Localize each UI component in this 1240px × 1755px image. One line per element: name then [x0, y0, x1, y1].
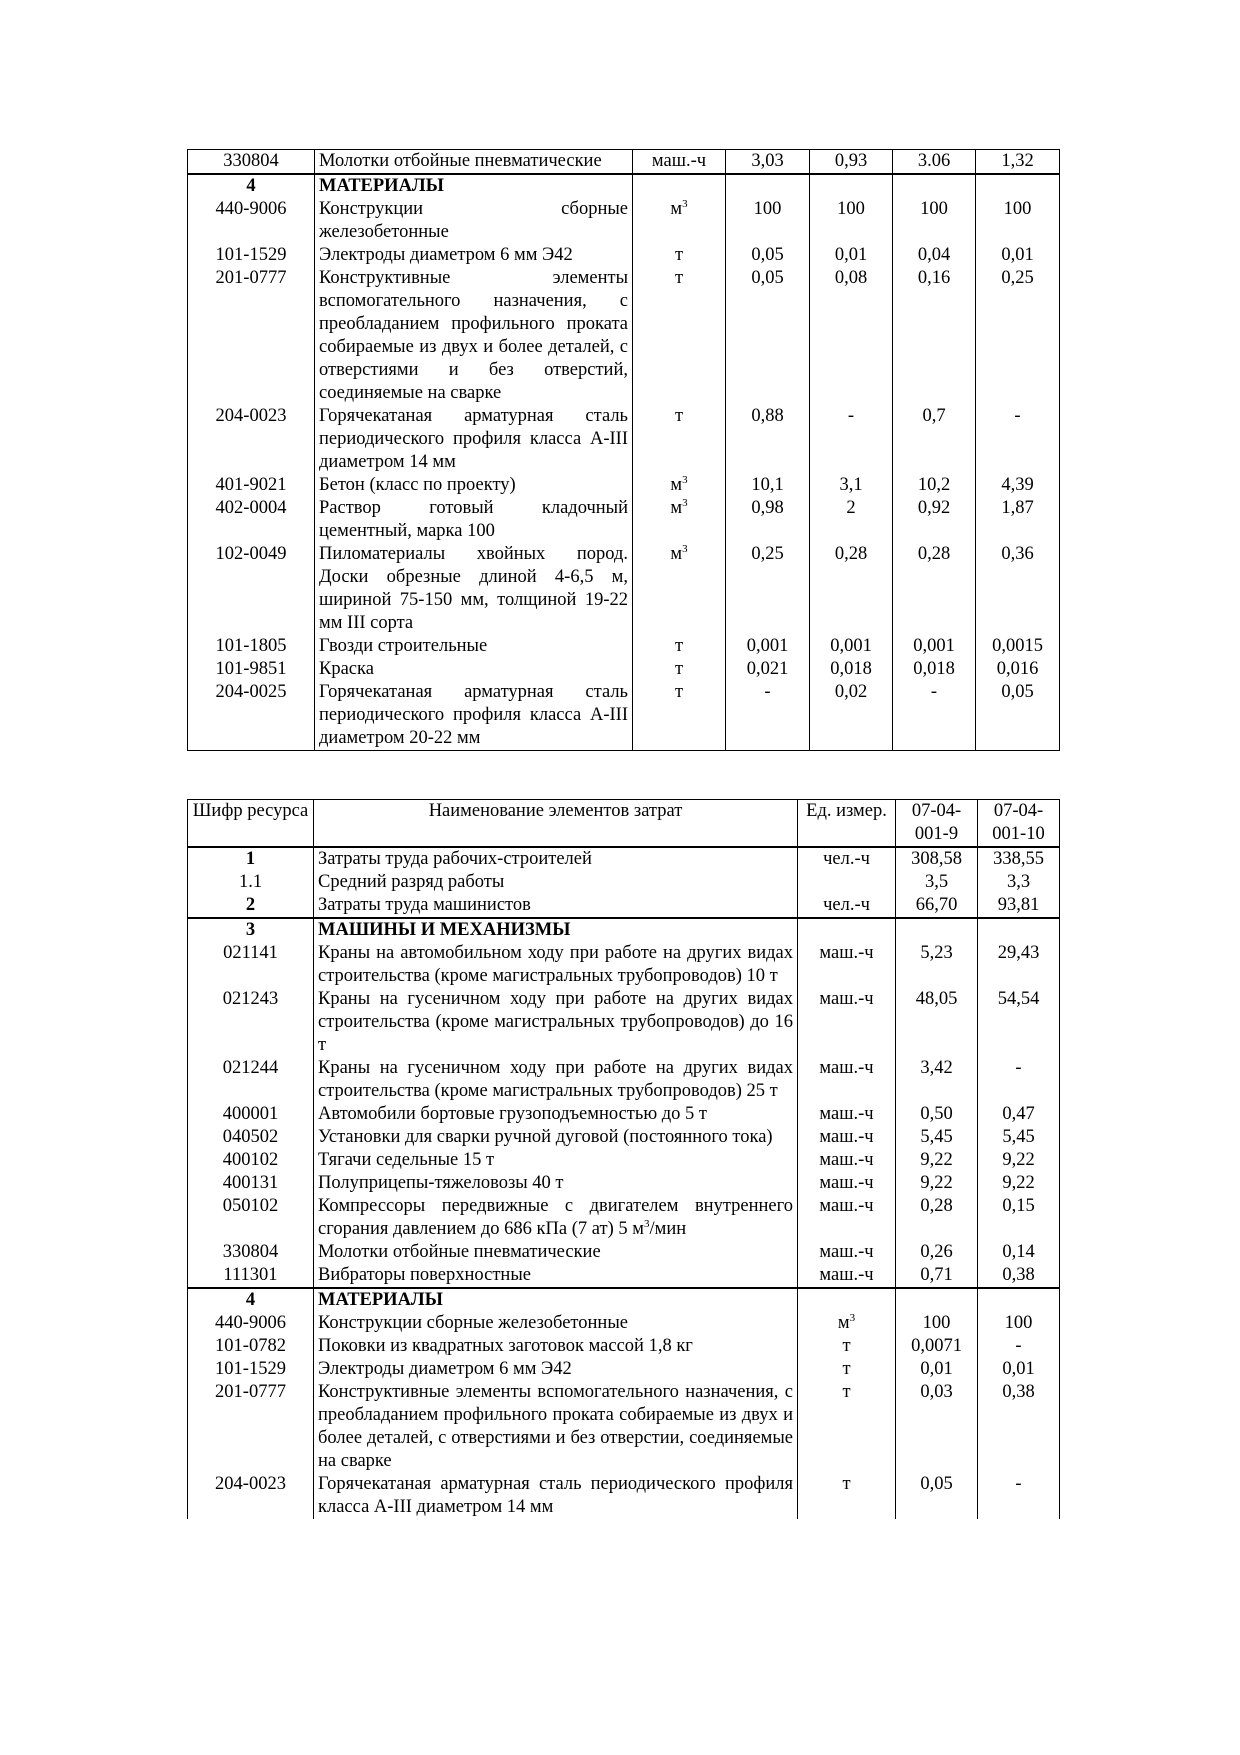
value-1: 0,50 — [896, 1103, 978, 1126]
resource-name: Поковки из квадратных заготовок массой 1,8 кг — [314, 1335, 798, 1358]
section-title: МАШИНЫ И МЕХАНИЗМЫ — [314, 918, 798, 942]
table-row — [188, 1312, 1060, 1335]
resource-name: Установки для сварки ручной дуговой (постоянного тока) — [314, 1126, 798, 1149]
value-1: 10,1 — [726, 474, 810, 497]
value-2: 29,43 — [978, 942, 1060, 988]
value-1: 5,45 — [896, 1126, 978, 1149]
table-row — [188, 405, 1060, 474]
resource-name: Краны на гусеничном ходу при работе на других видах строительства (кроме магистральных трубопроводов) 25 т — [314, 1057, 798, 1103]
value-1: 0,03 — [896, 1381, 978, 1473]
value-2: 0,93 — [810, 150, 893, 175]
table-row — [188, 871, 1060, 894]
value-1: 100 — [896, 1312, 978, 1335]
resource-table-continued — [187, 149, 1060, 751]
value-2: 100 — [810, 198, 893, 244]
value-1: 0,0071 — [896, 1335, 978, 1358]
value-1: 0,98 — [726, 497, 810, 543]
section-row — [188, 1288, 1060, 1312]
value-1: - — [726, 681, 810, 751]
unit: т — [798, 1381, 896, 1473]
table-row — [188, 497, 1060, 543]
unit: $м^3$ — [633, 543, 726, 635]
resource-code: 2 — [188, 894, 314, 918]
value-4: 1,87 — [976, 497, 1060, 543]
table-row — [188, 1358, 1060, 1381]
value-4: 0,36 — [976, 543, 1060, 635]
value-2: 9,22 — [978, 1149, 1060, 1172]
unit: $м^3$ — [633, 497, 726, 543]
table-row — [188, 267, 1060, 405]
value-3: 0,28 — [893, 543, 976, 635]
resource-code: 201-0777 — [188, 267, 315, 405]
value-3: 0,7 — [893, 405, 976, 474]
table-row — [188, 1381, 1060, 1473]
table-row — [188, 543, 1060, 635]
unit: т — [798, 1473, 896, 1519]
value-1: 48,05 — [896, 988, 978, 1057]
resource-code: 021244 — [188, 1057, 314, 1103]
value-3: 0,04 — [893, 244, 976, 267]
value-2: 0,47 — [978, 1103, 1060, 1126]
value-1: 0,001 — [726, 635, 810, 658]
resource-code: 330804 — [188, 150, 315, 175]
value-2: - — [810, 405, 893, 474]
table-row — [188, 1473, 1060, 1519]
value-1: 3,03 — [726, 150, 810, 175]
value-1: 66,70 — [896, 894, 978, 918]
value-1: 0,05 — [726, 267, 810, 405]
resource-code: 204-0023 — [188, 405, 315, 474]
value-1: 3,5 — [896, 871, 978, 894]
resource-name: Пиломатериалы хвойных пород. Доски обрезные длиной 4-6,5 м, шириной 75-150 мм, толщиной 19-22 мм III сорта — [315, 543, 633, 635]
resource-table — [187, 799, 1060, 1519]
resource-code: 204-0023 — [188, 1473, 314, 1519]
value-3: 3.06 — [893, 150, 976, 175]
unit: $м^3$ — [798, 1312, 896, 1335]
resource-name: Полуприцепы-тяжеловозы 40 т — [314, 1172, 798, 1195]
resource-code: 1 — [188, 847, 314, 871]
value-2: 3,1 — [810, 474, 893, 497]
value-1: 0,88 — [726, 405, 810, 474]
value-3: 0,018 — [893, 658, 976, 681]
resource-name: Горячекатаная арматурная сталь периодического профиля класса А-III диаметром 20-22 мм — [315, 681, 633, 751]
resource-code: 204-0025 — [188, 681, 315, 751]
resource-code: 101-1529 — [188, 244, 315, 267]
resource-code: 101-1529 — [188, 1358, 314, 1381]
header-code: Шифр ресурса — [188, 800, 314, 848]
value-2: 2 — [810, 497, 893, 543]
value-3: 0,92 — [893, 497, 976, 543]
resource-name: Затраты труда рабочих-строителей — [314, 847, 798, 871]
value-2: 0,001 — [810, 635, 893, 658]
value-2: - — [978, 1335, 1060, 1358]
value-3: 0,16 — [893, 267, 976, 405]
table-header — [188, 800, 1060, 848]
resource-code: 050102 — [188, 1195, 314, 1241]
resource-code: 400102 — [188, 1149, 314, 1172]
value-3: 10,2 — [893, 474, 976, 497]
table-row — [188, 658, 1060, 681]
table-row — [188, 150, 1060, 175]
unit: маш.-ч — [798, 1195, 896, 1241]
table-row — [188, 474, 1060, 497]
resource-name: Молотки отбойные пневматические — [315, 150, 633, 175]
resource-name: Краны на гусеничном ходу при работе на других видах строительства (кроме магистральных трубопроводов) до 16 т — [314, 988, 798, 1057]
value-1: 5,23 — [896, 942, 978, 988]
section-row — [188, 174, 1060, 198]
value-2: 100 — [978, 1312, 1060, 1335]
value-2: 54,54 — [978, 988, 1060, 1057]
resource-code: 101-1805 — [188, 635, 315, 658]
resource-name: Компрессоры передвижные с двигателем внутреннего сгорания давлением до 686 кПа (7 ат) 5 $м^3$/мин — [314, 1195, 798, 1241]
unit: чел.-ч — [798, 894, 896, 918]
value-1: 0,01 — [896, 1358, 978, 1381]
resource-name: Конструкции сборные железобетонные — [315, 198, 633, 244]
unit: маш.-ч — [798, 1149, 896, 1172]
header-unit: Ед. измер. — [798, 800, 896, 848]
resource-name: Конструктивные элементы вспомогательного назначения, с преобладанием профильного проката собираемые из двух и более деталей, с отверстиями и без отверстий, соединяемые на сварке — [315, 267, 633, 405]
unit: маш.-ч — [798, 1264, 896, 1288]
value-1: 3,42 — [896, 1057, 978, 1103]
value-1: 0,26 — [896, 1241, 978, 1264]
value-1: 100 — [726, 198, 810, 244]
unit: маш.-ч — [798, 988, 896, 1057]
value-4: 1,32 — [976, 150, 1060, 175]
resource-name: Средний разряд работы — [314, 871, 798, 894]
unit: маш.-ч — [798, 1103, 896, 1126]
value-1: 0,71 — [896, 1264, 978, 1288]
table-row — [188, 1103, 1060, 1126]
resource-name: Конструкции сборные железобетонные — [314, 1312, 798, 1335]
unit: чел.-ч — [798, 847, 896, 871]
unit: т — [633, 681, 726, 751]
resource-name: Электроды диаметром 6 мм Э42 — [315, 244, 633, 267]
unit: маш.-ч — [633, 150, 726, 175]
value-1: 308,58 — [896, 847, 978, 871]
value-4: 0,0015 — [976, 635, 1060, 658]
table-row — [188, 1172, 1060, 1195]
resource-code: 021141 — [188, 942, 314, 988]
table-row — [188, 635, 1060, 658]
value-2: 0,38 — [978, 1264, 1060, 1288]
header-norm-1: 07-04-001-9 — [896, 800, 978, 848]
value-1: 0,05 — [726, 244, 810, 267]
resource-name: Автомобили бортовые грузоподъемностью до 5 т — [314, 1103, 798, 1126]
header-norm-2: 07-04-001-10 — [978, 800, 1060, 848]
value-4: 100 — [976, 198, 1060, 244]
value-2: 0,38 — [978, 1381, 1060, 1473]
value-1: 0,25 — [726, 543, 810, 635]
value-4: 0,05 — [976, 681, 1060, 751]
unit: маш.-ч — [798, 1057, 896, 1103]
table-row — [188, 1195, 1060, 1241]
resource-name: Раствор готовый кладочный цементный, марка 100 — [315, 497, 633, 543]
resource-code: 400131 — [188, 1172, 314, 1195]
value-4: 0,01 — [976, 244, 1060, 267]
resource-code: 201-0777 — [188, 1381, 314, 1473]
resource-name: Молотки отбойные пневматические — [314, 1241, 798, 1264]
table-row — [188, 1241, 1060, 1264]
value-1: 9,22 — [896, 1149, 978, 1172]
value-4: 4,39 — [976, 474, 1060, 497]
section-number: 3 — [188, 918, 314, 942]
unit — [798, 871, 896, 894]
resource-code: 440-9006 — [188, 198, 315, 244]
value-2: 3,3 — [978, 871, 1060, 894]
unit: $м^3$ — [633, 198, 726, 244]
resource-code: 440-9006 — [188, 1312, 314, 1335]
value-2: 0,02 — [810, 681, 893, 751]
unit: т — [633, 635, 726, 658]
resource-name: Краска — [315, 658, 633, 681]
table-row — [188, 1149, 1060, 1172]
resource-code: 1.1 — [188, 871, 314, 894]
resource-code: 040502 — [188, 1126, 314, 1149]
value-2: 93,81 — [978, 894, 1060, 918]
section-row — [188, 918, 1060, 942]
table-row — [188, 198, 1060, 244]
resource-name: Конструктивные элементы вспомогательного назначения, с преобладанием профильного проката собираемые из двух и более деталей, с отверстиями и без отверстии, соединяемые на сварке — [314, 1381, 798, 1473]
unit: маш.-ч — [798, 1172, 896, 1195]
value-2: 0,01 — [978, 1358, 1060, 1381]
header-name: Наименование элементов затрат — [314, 800, 798, 848]
resource-name: Тягачи седельные 15 т — [314, 1149, 798, 1172]
table-row — [188, 1057, 1060, 1103]
value-2: 9,22 — [978, 1172, 1060, 1195]
value-1: 0,021 — [726, 658, 810, 681]
resource-code: 111301 — [188, 1264, 314, 1288]
table-row — [188, 1264, 1060, 1288]
resource-name: Краны на автомобильном ходу при работе на других видах строительства (кроме магистральных трубопроводов) 10 т — [314, 942, 798, 988]
section-title: МАТЕРИАЛЫ — [314, 1288, 798, 1312]
value-2: 338,55 — [978, 847, 1060, 871]
table-row — [188, 942, 1060, 988]
resource-name: Электроды диаметром 6 мм Э42 — [314, 1358, 798, 1381]
value-2: 0,28 — [810, 543, 893, 635]
resource-name: Вибраторы поверхностные — [314, 1264, 798, 1288]
unit: т — [633, 244, 726, 267]
table-row — [188, 894, 1060, 918]
unit: маш.-ч — [798, 1241, 896, 1264]
unit: т — [798, 1335, 896, 1358]
resource-code: 102-0049 — [188, 543, 315, 635]
table-row — [188, 847, 1060, 871]
table-row — [188, 988, 1060, 1057]
unit: т — [633, 267, 726, 405]
resource-code: 330804 — [188, 1241, 314, 1264]
table-row — [188, 244, 1060, 267]
unit: т — [633, 658, 726, 681]
section-number: 4 — [188, 174, 315, 198]
resource-code: 401-9021 — [188, 474, 315, 497]
resource-name: Горячекатаная арматурная сталь периодического профиля класса А-III диаметром 14 мм — [314, 1473, 798, 1519]
resource-name: Затраты труда машинистов — [314, 894, 798, 918]
value-4: - — [976, 405, 1060, 474]
resource-code: 400001 — [188, 1103, 314, 1126]
unit: $м^3$ — [633, 474, 726, 497]
section-title: МАТЕРИАЛЫ — [315, 174, 633, 198]
table-row — [188, 1126, 1060, 1149]
value-4: 0,016 — [976, 658, 1060, 681]
resource-code: 402-0004 — [188, 497, 315, 543]
resource-name: Бетон (класс по проекту) — [315, 474, 633, 497]
value-2: - — [978, 1057, 1060, 1103]
value-1: 9,22 — [896, 1172, 978, 1195]
unit: т — [633, 405, 726, 474]
value-1: 0,28 — [896, 1195, 978, 1241]
value-3: 100 — [893, 198, 976, 244]
value-2: 0,15 — [978, 1195, 1060, 1241]
table-row — [188, 1335, 1060, 1358]
value-2: 0,08 — [810, 267, 893, 405]
section-number: 4 — [188, 1288, 314, 1312]
resource-name: Гвозди строительные — [315, 635, 633, 658]
value-2: - — [978, 1473, 1060, 1519]
value-2: 5,45 — [978, 1126, 1060, 1149]
unit: маш.-ч — [798, 942, 896, 988]
value-3: - — [893, 681, 976, 751]
resource-code: 021243 — [188, 988, 314, 1057]
value-1: 0,05 — [896, 1473, 978, 1519]
value-2: 0,01 — [810, 244, 893, 267]
value-2: 0,14 — [978, 1241, 1060, 1264]
resource-code: 101-9851 — [188, 658, 315, 681]
value-2: 0,018 — [810, 658, 893, 681]
table-row — [188, 681, 1060, 751]
value-3: 0,001 — [893, 635, 976, 658]
unit: маш.-ч — [798, 1126, 896, 1149]
resource-name: Горячекатаная арматурная сталь периодического профиля класса А-III диаметром 14 мм — [315, 405, 633, 474]
resource-code: 101-0782 — [188, 1335, 314, 1358]
value-4: 0,25 — [976, 267, 1060, 405]
unit: т — [798, 1358, 896, 1381]
